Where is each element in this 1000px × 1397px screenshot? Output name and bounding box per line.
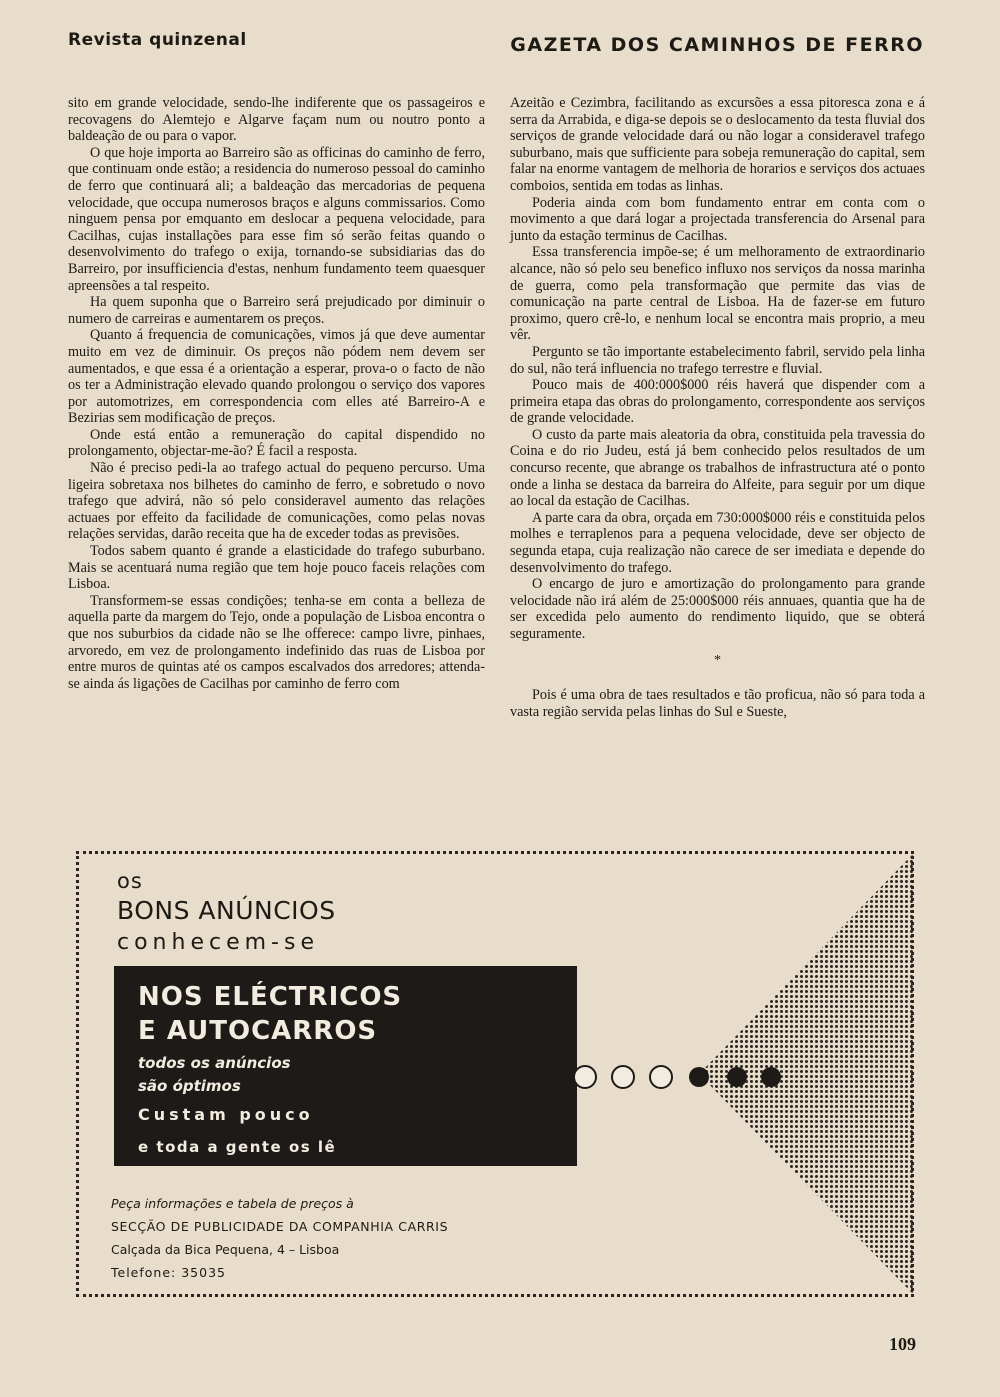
- dot: [761, 1067, 781, 1087]
- running-header-left: Revista quinzenal: [68, 30, 247, 50]
- paragraph: Quanto á frequencia de comunicações, vimos já que deve aumentar muito em vez de diminuir. Os preços não pódem nem devem ser aumentados, e que essa é a orientação a esperar, prova-o o facto de não os ter a Administração elevado quando prolongou o serviço dos vapores por automotrizes, em correspondencia com elles até Barreiro-A e Bezirias sem modificação de preços.: [68, 327, 485, 427]
- dot: [650, 1066, 672, 1088]
- ad-phone: Telefone: 35035: [111, 1265, 226, 1280]
- paragraph: Pergunto se tão importante estabelecimento fabril, servido pela linha do sul, não terá influencia no trafego terrestre e fluvial.: [510, 343, 925, 377]
- dot: [727, 1067, 747, 1087]
- paragraph: Azeitão e Cezimbra, facilitando as excursões a essa pitoresca zona e á serra da Arrabida, e diga-se depois se o deslocamento da testa fluvial dos serviços de grande velocidade dará ou não logar a consideravel trafego suburbano, mais que sufficiente para sobeja remuneração do capital, sem falar na enorme vantagem de melhoria de horarios e serviços dos actuaes comboios, sentida em todas as linhas.: [510, 95, 925, 194]
- ad-price-line: Custam pouco: [138, 1105, 314, 1124]
- paragraph: O que hoje importa ao Barreiro são as officinas do caminho de ferro, que continuam onde estão; a residencia do numeroso pessoal do caminho de ferro que continuará ali; a baldeação das mercadorias de pequena velocidade, que occupa numerosos braços e alguns commissarios. Como ninguem pensa por emquanto em deslocar a pequena velocidade, para Cacilhas, cujas installações para esse fim só serão feitas quando o desenvolvimento do trafego o exija, tornando-se subsidiarias das do Barreiro, por insufficiencia d'estas, nenhum fundamento teem quaesquer apreensões a tal respeito.: [68, 144, 485, 294]
- paragraph: A parte cara da obra, orçada em 730:000$000 réis e constituida pelos molhes e terraplenos para a pequena velocidade, deve ser objecto de segunda etapa, cuja realização não carece de ser imediata e depende do desenvolvimento do trafego.: [510, 509, 925, 576]
- section-separator: *: [714, 652, 721, 668]
- paragraph: Ha quem suponha que o Barreiro será prejudicado por diminuir o numero de carreiras e aumentarem os preços.: [68, 294, 485, 327]
- dot: [574, 1066, 596, 1088]
- paragraph: Todos sabem quanto é grande a elasticidade do trafego suburbano. Mais se acentuará numa região que tem hoje pouco faceis relações com Lisboa.: [68, 543, 485, 593]
- ad-subtitle: conhecem-se: [117, 930, 319, 955]
- decorative-dots: [569, 1060, 789, 1094]
- paragraph: Pois é uma obra de taes resultados e tão proficua, não só para toda a vasta região servida pelas linhas do Sul e Sueste,: [510, 687, 925, 720]
- ad-tagline-line: todos os anúncios: [138, 1054, 291, 1072]
- ad-contact-line: SECÇÃO DE PUBLICIDADE DA COMPANHIA CARRIS: [111, 1219, 449, 1234]
- paragraph: Transformem-se essas condições; tenha-se em conta a belleza de aquella parte da margem do Tejo, onde a população de Lisboa encontra o que nos suburbios da cidade não se lhe offerece: campo livre, pinhaes, arvoredo, em vez de prolongamento indefinido das ruas de Lisboa por entre muros de quintas até os campos escalvados dos arredores; attenda-se ainda ás ligações de Cacilhas por caminho de ferro com: [68, 592, 485, 692]
- ad-contact-info: [111, 1192, 448, 1284]
- ad-headline-line: E AUTOCARROS: [138, 1016, 378, 1046]
- paragraph: sito em grande velocidade, sendo-lhe indiferente que os passageiros e recovagens do Alemtejo e Algarve façam num ou noutro ponto a baldeação de ou para o vapor.: [68, 95, 485, 145]
- paragraph: O encargo de juro e amortização do prolongamento para grande velocidade não irá além de 25:000$000 réis annuaes, quantia que ha de ser excedida pelo aumento do rendimento liquido, que se obterá seguramente.: [510, 576, 925, 642]
- left-column: [68, 95, 485, 692]
- ad-contact-line: Calçada da Bica Pequena, 4 – Lisboa: [111, 1242, 340, 1257]
- page-number: 109: [889, 1334, 916, 1354]
- running-header-title: GAZETA DOS CAMINHOS DE FERRO: [510, 34, 924, 56]
- paragraph: Não é preciso pedi-la ao trafego actual do pequeno percurso. Uma ligeira sobretaxa nos bilhetes do caminho de ferro, e sobretudo o novo trafego que advirá, não só pelo consideravel aumento das relações actuaes por effeito da facilidade de comunicações, como pelas novas relações servidas, darão receita que ha de exceder todas as previsões.: [68, 460, 485, 543]
- ad-title: BONS ANÚNCIOS: [117, 896, 336, 925]
- dot: [689, 1067, 709, 1087]
- ad-headline-line: NOS ELÉCTRICOS: [138, 982, 403, 1012]
- right-column: [510, 95, 925, 720]
- ad-black-panel: [114, 966, 577, 1166]
- ad-contact-line: Peça informações e tabela de preços à: [111, 1196, 354, 1211]
- paragraph: Onde está então a remuneração do capital dispendido no prolongamento, objectar-me-ão? É facil a resposta.: [68, 426, 485, 460]
- dot: [612, 1066, 634, 1088]
- advertisement-box: [76, 851, 914, 1297]
- paragraph: Poderia ainda com bom fundamento entrar em conta com o movimento a que dará logar a projectada transferencia do Arsenal para junto da estação terminus de Cacilhas.: [510, 194, 925, 244]
- ad-tagline-line: são óptimos: [138, 1077, 241, 1095]
- ad-headline: [138, 980, 402, 1048]
- ad-tagline: [138, 1052, 291, 1098]
- paragraph: Essa transferencia impõe-se; é um melhoramento de extraordinario alcance, não só pelo seu benefico influxo nos serviços da nossa marinha de guerra, como pela transformação que permite das vias de comunicação na parte central de Lisboa. Ha de fazer-se em futuro proximo, quero crê-lo, e nenhum local se encontra mais proprio, a meu vêr.: [510, 244, 925, 344]
- paragraph: Pouco mais de 400:000$000 réis haverá que dispender com a primeira etapa das obras do prolongamento, correspondente aos serviços de grande velocidade.: [510, 377, 925, 427]
- paragraph: O custo da parte mais aleatoria da obra, constituida pela travessia do Coina e do rio Judeu, está já bem conhecido pelos resultados de um concurso recente, que abrange os trabalhos de infrastructura até o ponto onde a linha se destaca da barreira do Alfeite, para seguir por um dique ao local da estação de Cacilhas.: [510, 426, 925, 510]
- ad-intro: os: [117, 869, 143, 893]
- ad-reach-line: e toda a gente os lê: [138, 1138, 337, 1156]
